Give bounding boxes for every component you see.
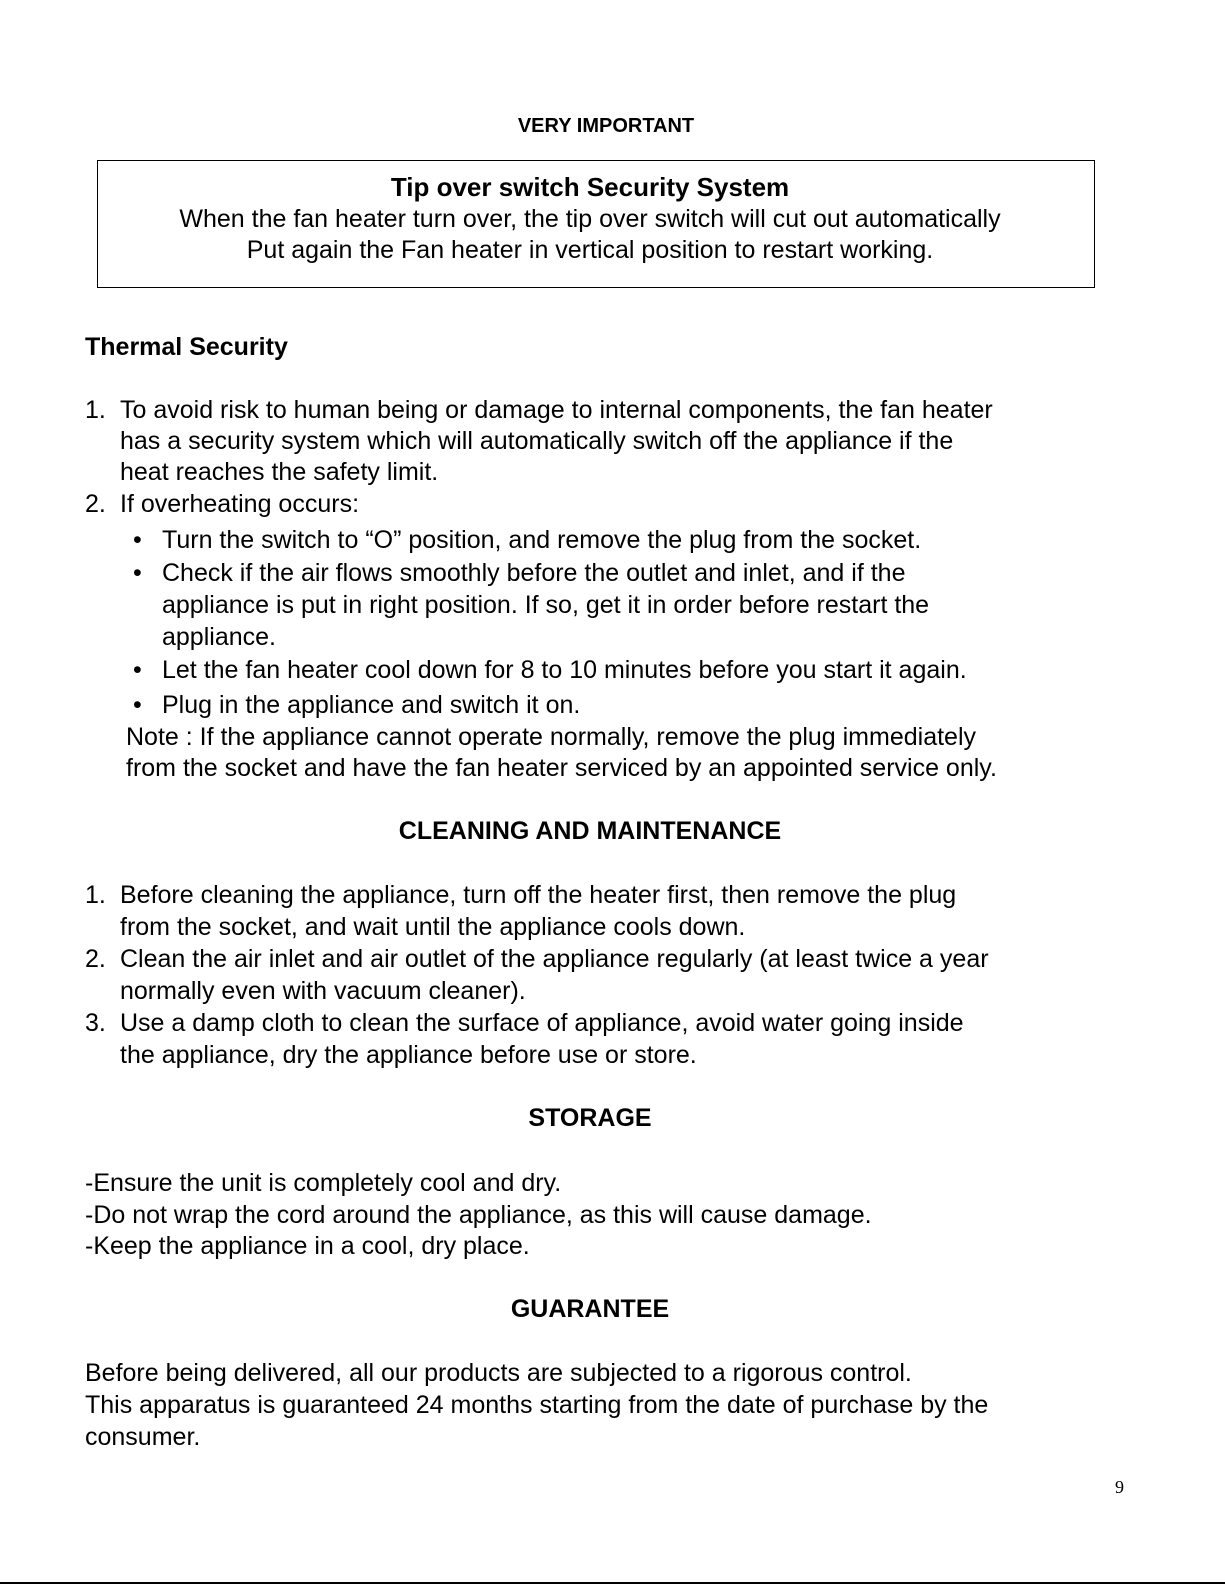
list-number: 1. <box>85 396 106 424</box>
bullet-text: Plug in the appliance and switch it on. <box>162 691 581 719</box>
bullet-icon: • <box>133 559 142 587</box>
storage-line: -Ensure the unit is completely cool and dry. <box>85 1169 562 1197</box>
guarantee-heading: GUARANTEE <box>510 1295 670 1323</box>
list-number: 2. <box>85 490 106 518</box>
thermal-security-heading: Thermal Security <box>85 333 288 361</box>
list-number: 2. <box>85 945 106 973</box>
bullet-icon: • <box>133 526 142 554</box>
guarantee-line: This apparatus is guaranteed 24 months starting from the date of purchase by the <box>85 1391 989 1419</box>
tip-box-line: Put again the Fan heater in vertical position to restart working. <box>246 236 934 264</box>
list-item-text: Clean the air inlet and air outlet of the appliance regularly (at least twice a year <box>120 945 989 973</box>
list-item-text: has a security system which will automatically switch off the appliance if the <box>120 427 954 455</box>
bullet-text: Let the fan heater cool down for 8 to 10 minutes before you start it again. <box>162 656 967 684</box>
list-item-text: If overheating occurs: <box>120 490 360 518</box>
list-number: 3. <box>85 1009 106 1037</box>
cleaning-heading: CLEANING AND MAINTENANCE <box>398 817 782 845</box>
bottom-rule <box>0 1582 1225 1584</box>
list-item-text: Use a damp cloth to clean the surface of appliance, avoid water going inside <box>120 1009 964 1037</box>
list-item-text: heat reaches the safety limit. <box>120 458 439 486</box>
list-item-text: normally even with vacuum cleaner). <box>120 977 526 1005</box>
bullet-text: Check if the air flows smoothly before the outlet and inlet, and if the <box>162 559 906 587</box>
bullet-icon: • <box>133 691 142 719</box>
list-item-text: from the socket, and wait until the appliance cools down. <box>120 913 746 941</box>
note-text: Note : If the appliance cannot operate normally, remove the plug immediately <box>126 723 976 751</box>
bullet-icon: • <box>133 656 142 684</box>
guarantee-line: Before being delivered, all our products are subjected to a rigorous control. <box>85 1359 912 1387</box>
list-number: 1. <box>85 881 106 909</box>
bullet-text: appliance is put in right position. If so, get it in order before restart the <box>162 591 930 619</box>
very-important-heading: VERY IMPORTANT <box>517 115 695 137</box>
storage-line: -Keep the appliance in a cool, dry place. <box>85 1232 530 1260</box>
bullet-text: appliance. <box>162 623 276 651</box>
tip-box-title: Tip over switch Security System <box>390 172 790 202</box>
list-item-text: Before cleaning the appliance, turn off the heater first, then remove the plug <box>120 881 957 909</box>
guarantee-line: consumer. <box>85 1423 201 1451</box>
list-item-text: the appliance, dry the appliance before use or store. <box>120 1041 697 1069</box>
bullet-text: Turn the switch to “O” position, and remove the plug from the socket. <box>162 526 922 554</box>
note-text: from the socket and have the fan heater serviced by an appointed service only. <box>126 754 997 782</box>
list-item-text: To avoid risk to human being or damage to internal components, the fan heater <box>120 396 993 424</box>
page-number: 9 <box>1115 1477 1124 1497</box>
storage-heading: STORAGE <box>528 1104 652 1132</box>
tip-box-line: When the fan heater turn over, the tip over switch will cut out automatically <box>179 205 1001 233</box>
storage-line: -Do not wrap the cord around the appliance, as this will cause damage. <box>85 1201 872 1229</box>
